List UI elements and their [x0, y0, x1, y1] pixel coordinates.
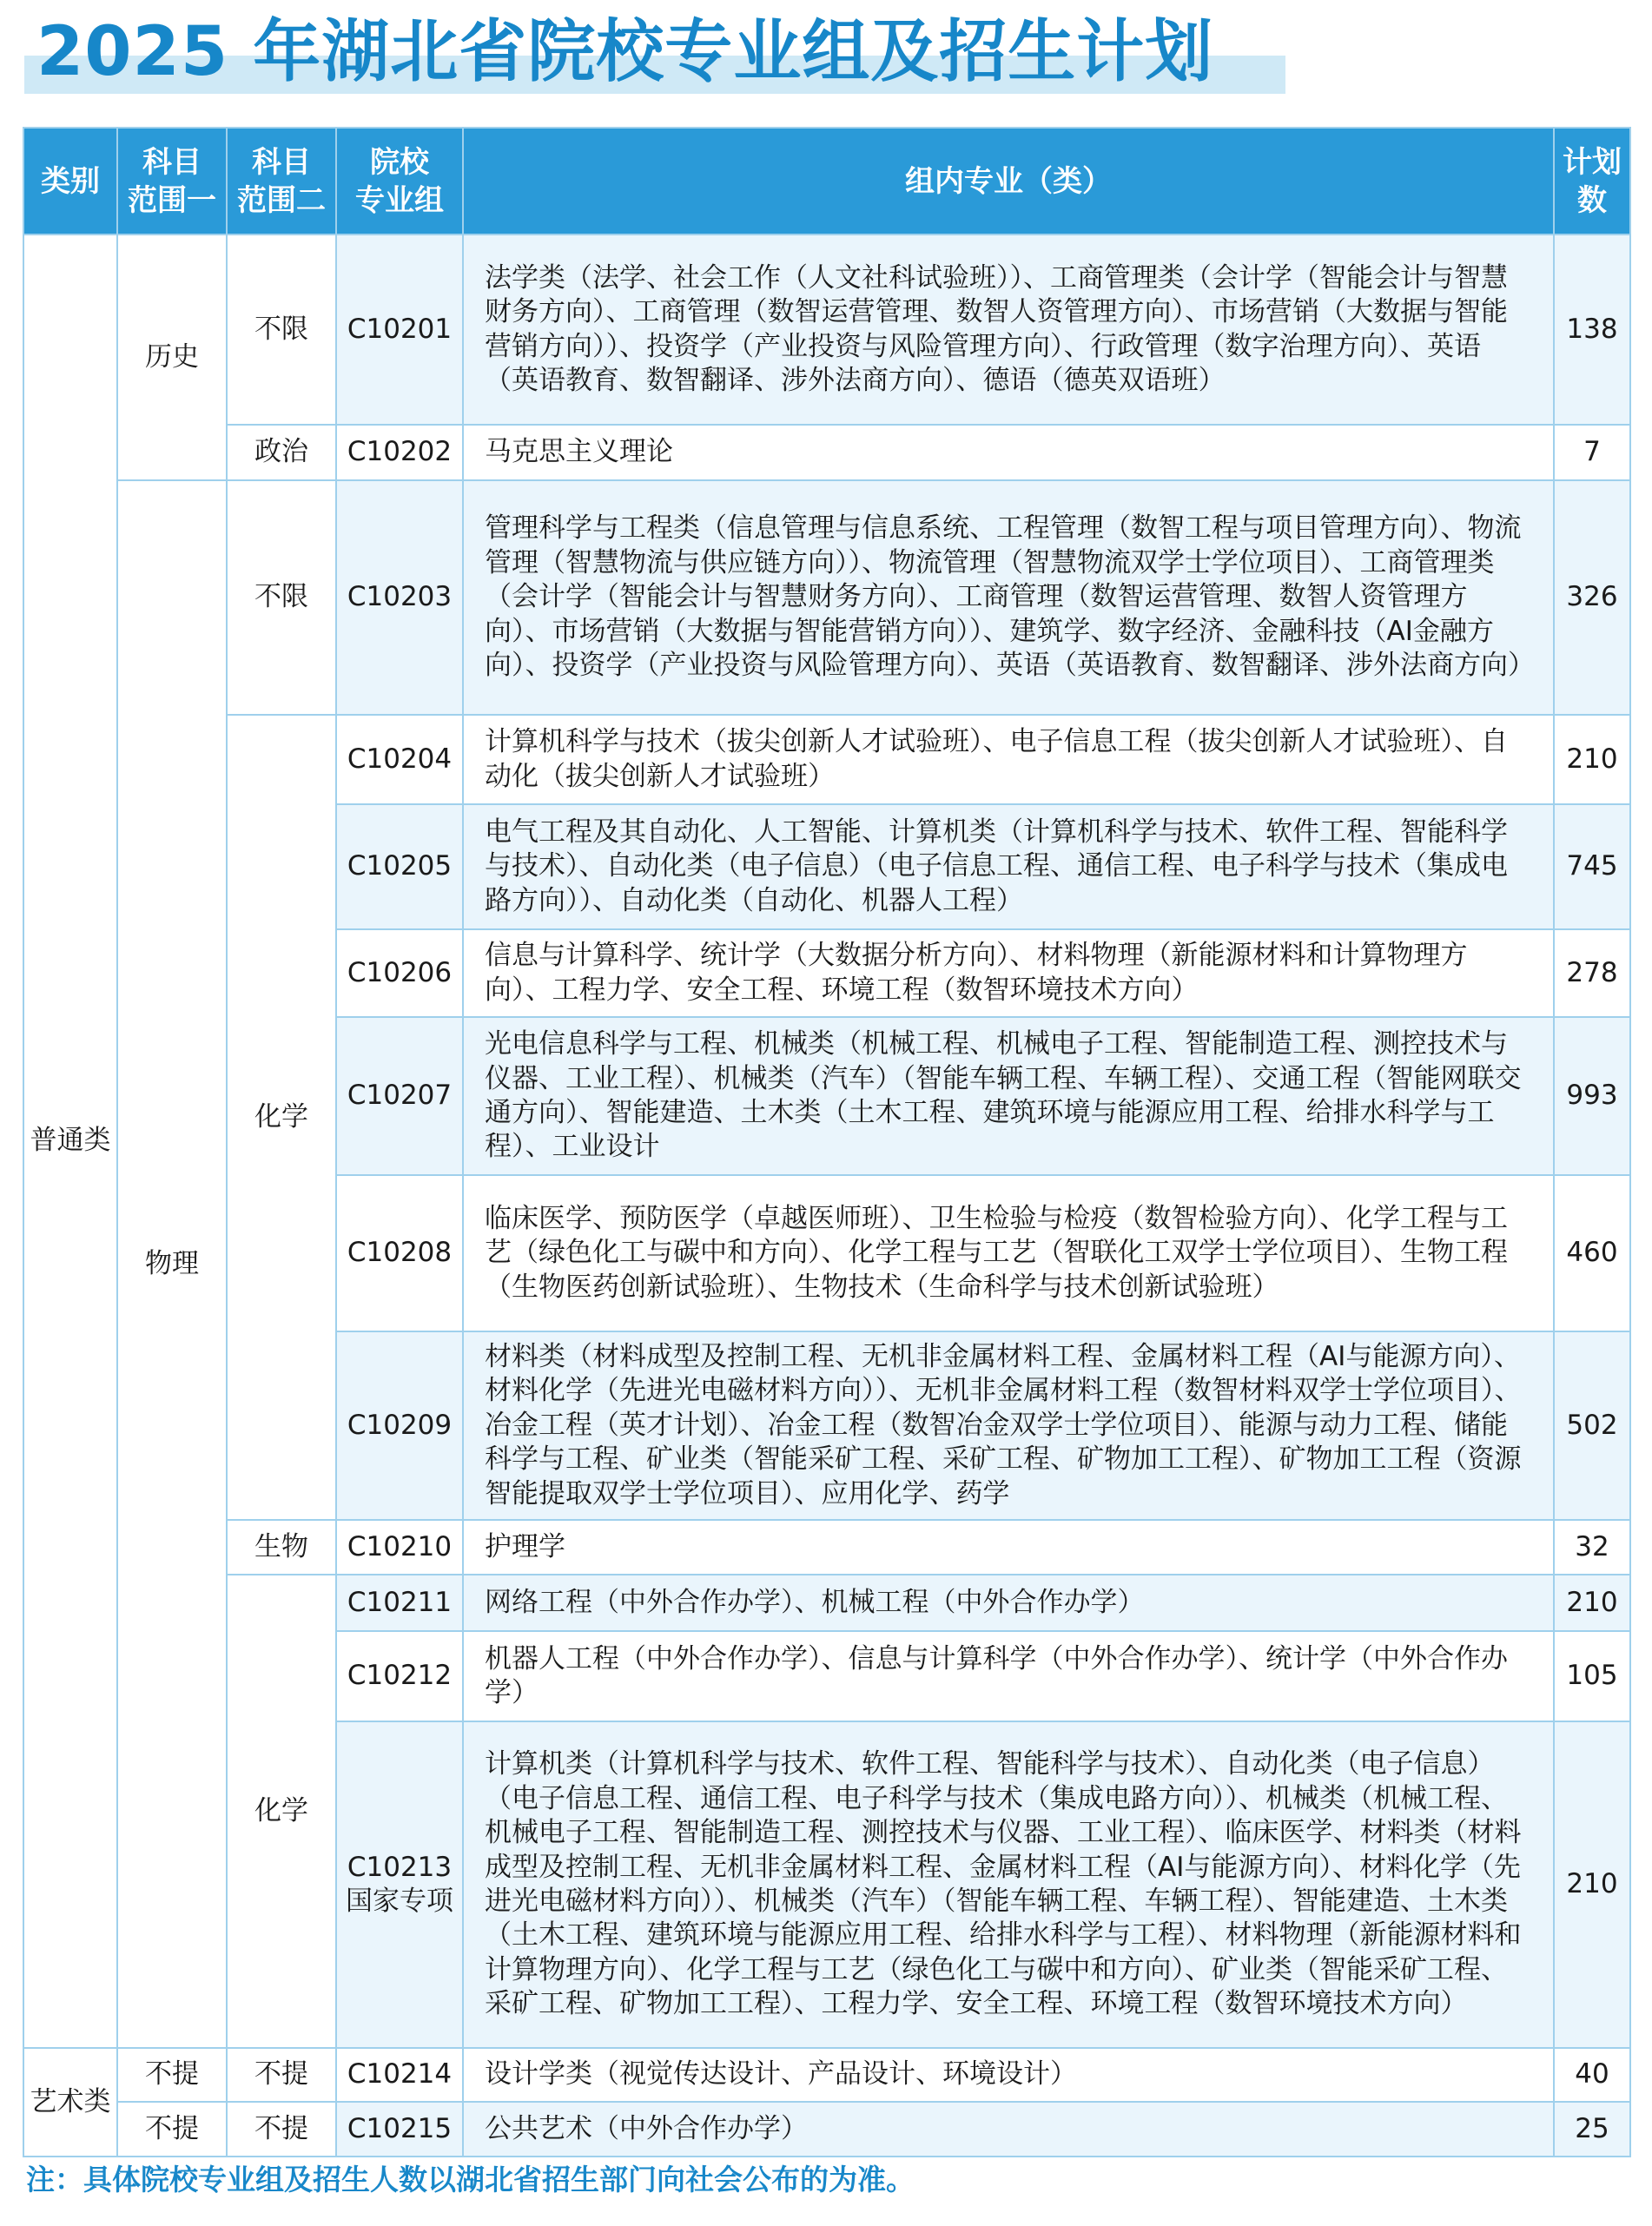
footnote: 注：具体院校专业组及招生人数以湖北省招生部门向社会公布的为准。 [26, 2163, 915, 2196]
majors-cell: 材料类（材料成型及控制工程、无机非金属材料工程、金属材料工程（AI与能源方向）、材料化学（先进光电磁材料方向））、无机非金属材料工程（数智材料双学士学位项目）、冶金工程（英才计划）、冶金工程（数智冶金双学士学位项目）、能源与动力工程、储能科学与工程、矿业类（智能采矿工程、采矿工程、矿物加工工程）、矿物加工工程（资源智能提取双学士学位项目）、应用化学、药学 [463, 1331, 1554, 1520]
group-code-cell: C10208 [336, 1175, 463, 1331]
group-code-cell: C10209 [336, 1331, 463, 1520]
subject-range-1-cell: 历史 [117, 234, 227, 480]
header-plan-count: 计划 数 [1554, 128, 1630, 234]
table-row [23, 234, 1630, 425]
category-cell: 普通类 [23, 234, 117, 2048]
group-code-cell: C10213 国家专项 [336, 1721, 463, 2048]
group-code-cell: C10215 [336, 2102, 463, 2157]
group-code-cell: C10214 [336, 2048, 463, 2102]
subject-range-2-cell: 生物 [227, 1520, 336, 1575]
subject-range-2-cell: 不限 [227, 480, 336, 715]
majors-cell: 计算机科学与技术（拔尖创新人才试验班）、电子信息工程（拔尖创新人才试验班）、自动化（拔尖创新人才试验班） [463, 715, 1554, 804]
group-code-cell: C10210 [336, 1520, 463, 1575]
plan-count-cell: 993 [1554, 1017, 1630, 1175]
table-row [23, 2048, 1630, 2102]
subject-range-1-cell: 不提 [117, 2048, 227, 2102]
title-banner [24, 0, 1285, 96]
table-row [23, 1520, 1630, 1575]
majors-cell: 计算机类（计算机科学与技术、软件工程、智能科学与技术）、自动化类（电子信息）（电子信息工程、通信工程、电子科学与技术（集成电路方向））、机械类（机械工程、机械电子工程、智能制造工程、测控技术与仪器、工业工程）、临床医学、材料类（材料成型及控制工程、无机非金属材料工程、金属材料工程（AI与能源方向）、材料化学（先进光电磁材料方向））、机械类（汽车）（智能车辆工程、车辆工程）、智能建造、土木类（土木工程、建筑环境与能源应用工程、给排水科学与工程）、材料物理（新能源材料和计算物理方向）、化学工程与工艺（绿色化工与碳中和方向）、矿业类（智能采矿工程、采矿工程、矿物加工工程）、工程力学、安全工程、环境工程（数智环境技术方向） [463, 1721, 1554, 2048]
table-row [23, 1575, 1630, 1631]
header-category: 类别 [23, 128, 117, 234]
group-code-cell: C10204 [336, 715, 463, 804]
plan-count-cell: 25 [1554, 2102, 1630, 2157]
subject-range-2-cell: 不限 [227, 234, 336, 425]
group-code-cell: C10203 [336, 480, 463, 715]
majors-cell: 马克思主义理论 [463, 425, 1554, 480]
header-school-major-group: 院校 专业组 [336, 128, 463, 234]
plan-count-cell: 210 [1554, 1575, 1630, 1631]
subject-range-2-cell: 不提 [227, 2048, 336, 2102]
page-title: 2025 年湖北省院校专业组及招生计划 [36, 13, 1214, 91]
group-code-cell: C10202 [336, 425, 463, 480]
table-header-row [23, 128, 1630, 234]
plan-count-cell: 210 [1554, 1721, 1630, 2048]
majors-cell: 公共艺术（中外合作办学） [463, 2102, 1554, 2157]
majors-cell: 护理学 [463, 1520, 1554, 1575]
majors-cell: 管理科学与工程类（信息管理与信息系统、工程管理（数智工程与项目管理方向）、物流管理（智慧物流与供应链方向））、物流管理（智慧物流双学士学位项目）、工商管理类（会计学（智能会计与智慧财务方向）、工商管理（数智运营管理、数智人资管理方向）、市场营销（大数据与智能营销方向））、建筑学、数字经济、金融科技（AI金融方向）、投资学（产业投资与风险管理方向）、英语（英语教育、数智翻译、涉外法商方向） [463, 480, 1554, 715]
group-code-cell: C10212 [336, 1631, 463, 1721]
plan-count-cell: 32 [1554, 1520, 1630, 1575]
group-code-cell: C10211 [336, 1575, 463, 1631]
majors-cell: 网络工程（中外合作办学）、机械工程（中外合作办学） [463, 1575, 1554, 1631]
plan-count-cell: 210 [1554, 715, 1630, 804]
majors-cell: 机器人工程（中外合作办学）、信息与计算科学（中外合作办学）、统计学（中外合作办学） [463, 1631, 1554, 1721]
subject-range-1-cell: 物理 [117, 480, 227, 2048]
majors-cell: 法学类（法学、社会工作（人文社科试验班））、工商管理类（会计学（智能会计与智慧财务方向）、工商管理（数智运营管理、数智人资管理方向）、市场营销（大数据与智能营销方向））、投资学（产业投资与风险管理方向）、行政管理（数字治理方向）、英语（英语教育、数智翻译、涉外法商方向）、德语（德英双语班） [463, 234, 1554, 425]
majors-cell: 电气工程及其自动化、人工智能、计算机类（计算机科学与技术、软件工程、智能科学与技术）、自动化类（电子信息）（电子信息工程、通信工程、电子科学与技术（集成电路方向））、自动化类（自动化、机器人工程） [463, 804, 1554, 929]
table-row [23, 425, 1630, 480]
plan-count-cell: 278 [1554, 929, 1630, 1017]
plan-count-cell: 460 [1554, 1175, 1630, 1331]
table-row [23, 480, 1630, 715]
enrollment-plan-table [23, 127, 1631, 2157]
plan-count-cell: 40 [1554, 2048, 1630, 2102]
plan-count-cell: 502 [1554, 1331, 1630, 1520]
plan-count-cell: 7 [1554, 425, 1630, 480]
majors-cell: 临床医学、预防医学（卓越医师班）、卫生检验与检疫（数智检验方向）、化学工程与工艺（绿色化工与碳中和方向）、化学工程与工艺（智联化工双学士学位项目）、生物工程（生物医药创新试验班）、生物技术（生命科学与技术创新试验班） [463, 1175, 1554, 1331]
plan-count-cell: 105 [1554, 1631, 1630, 1721]
group-code-cell: C10201 [336, 234, 463, 425]
group-code-cell: C10206 [336, 929, 463, 1017]
majors-cell: 信息与计算科学、统计学（大数据分析方向）、材料物理（新能源材料和计算物理方向）、工程力学、安全工程、环境工程（数智环境技术方向） [463, 929, 1554, 1017]
plan-count-cell: 326 [1554, 480, 1630, 715]
subject-range-2-cell: 不提 [227, 2102, 336, 2157]
majors-cell: 光电信息科学与工程、机械类（机械工程、机械电子工程、智能制造工程、测控技术与仪器、工业工程）、机械类（汽车）（智能车辆工程、车辆工程）、交通工程（智能网联交通方向）、智能建造、土木类（土木工程、建筑环境与能源应用工程、给排水科学与工程）、工业设计 [463, 1017, 1554, 1175]
group-code-cell: C10207 [336, 1017, 463, 1175]
subject-range-2-cell: 化学 [227, 715, 336, 1520]
header-subject-range-1: 科目 范围一 [117, 128, 227, 234]
table-row [23, 715, 1630, 804]
category-cell: 艺术类 [23, 2048, 117, 2157]
subject-range-2-cell: 化学 [227, 1575, 336, 2048]
majors-cell: 设计学类（视觉传达设计、产品设计、环境设计） [463, 2048, 1554, 2102]
subject-range-2-cell: 政治 [227, 425, 336, 480]
plan-count-cell: 745 [1554, 804, 1630, 929]
header-subject-range-2: 科目 范围二 [227, 128, 336, 234]
group-code-cell: C10205 [336, 804, 463, 929]
header-majors: 组内专业（类） [463, 128, 1554, 234]
plan-count-cell: 138 [1554, 234, 1630, 425]
table-row [23, 2102, 1630, 2157]
subject-range-1-cell: 不提 [117, 2102, 227, 2157]
